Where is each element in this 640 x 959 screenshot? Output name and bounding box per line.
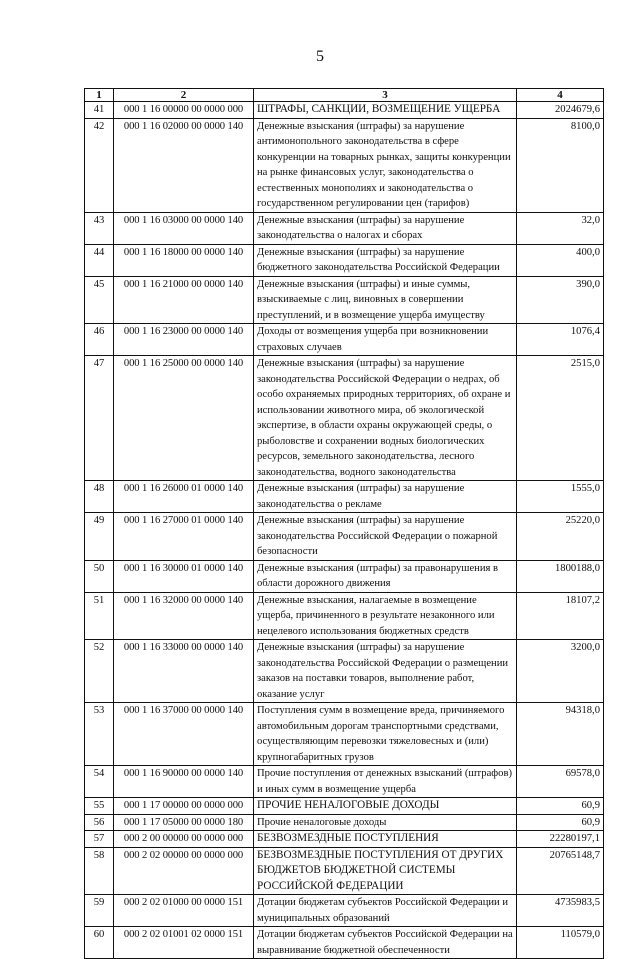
budget-classification-code: 000 1 16 33000 00 0000 140 xyxy=(114,640,254,703)
revenue-name: ПРОЧИЕ НЕНАЛОГОВЫЕ ДОХОДЫ xyxy=(254,798,517,815)
revenue-amount: 25220,0 xyxy=(517,513,604,561)
revenue-amount: 20765148,7 xyxy=(517,847,604,895)
column-header-code: 2 xyxy=(114,89,254,102)
revenue-name: ШТРАФЫ, САНКЦИИ, ВОЗМЕЩЕНИЕ УЩЕРБА xyxy=(254,102,517,119)
row-number: 56 xyxy=(85,814,114,831)
revenue-name: Денежные взыскания (штрафы) за нарушение законодательства о рекламе xyxy=(254,481,517,513)
revenue-amount: 94318,0 xyxy=(517,703,604,766)
revenue-name: Денежные взыскания (штрафы) за нарушение антимонопольного законодательства в сфере конкуренции на товарных рынках, защиты конкуренции на рынке финансовых услуг, законодательства о естественных монополиях и законодательства о государственном регулировании цен (тарифов) xyxy=(254,118,517,212)
revenue-amount: 110579,0 xyxy=(517,927,604,959)
revenue-name: Поступления сумм в возмещение вреда, причиняемого автомобильным дорогам транспортными средствами, осуществляющим перевозки тяжеловесных и (или) крупногабаритных грузов xyxy=(254,703,517,766)
revenue-amount: 4735983,5 xyxy=(517,895,604,927)
revenue-amount: 1555,0 xyxy=(517,481,604,513)
revenue-name: Дотации бюджетам субъектов Российской Федерации и муниципальных образований xyxy=(254,895,517,927)
budget-classification-code: 000 1 17 00000 00 0000 000 xyxy=(114,798,254,815)
row-number: 53 xyxy=(85,703,114,766)
budget-classification-code: 000 1 17 05000 00 0000 180 xyxy=(114,814,254,831)
revenue-amount: 3200,0 xyxy=(517,640,604,703)
revenue-amount: 1800188,0 xyxy=(517,560,604,592)
table-row xyxy=(85,847,604,895)
budget-classification-code: 000 1 16 23000 00 0000 140 xyxy=(114,324,254,356)
row-number: 42 xyxy=(85,118,114,212)
revenue-amount: 400,0 xyxy=(517,244,604,276)
revenue-name: Дотации бюджетам субъектов Российской Федерации на выравнивание бюджетной обеспеченности xyxy=(254,927,517,959)
table-row xyxy=(85,356,604,481)
row-number: 58 xyxy=(85,847,114,895)
revenue-amount: 60,9 xyxy=(517,798,604,815)
row-number: 54 xyxy=(85,766,114,798)
table-row xyxy=(85,276,604,324)
revenue-name: БЕЗВОЗМЕЗДНЫЕ ПОСТУПЛЕНИЯ ОТ ДРУГИХ БЮДЖЕТОВ БЮДЖЕТНОЙ СИСТЕМЫ РОССИЙСКОЙ ФЕДЕРАЦИИ xyxy=(254,847,517,895)
row-number: 41 xyxy=(85,102,114,119)
budget-classification-code: 000 1 16 03000 00 0000 140 xyxy=(114,212,254,244)
row-number: 50 xyxy=(85,560,114,592)
row-number: 46 xyxy=(85,324,114,356)
revenue-name: Прочие поступления от денежных взысканий (штрафов) и иных сумм в возмещение ущерба xyxy=(254,766,517,798)
revenue-name: Денежные взыскания (штрафы) за нарушение законодательства о налогах и сборах xyxy=(254,212,517,244)
table-row xyxy=(85,118,604,212)
revenue-amount: 390,0 xyxy=(517,276,604,324)
row-number: 47 xyxy=(85,356,114,481)
revenue-amount: 60,9 xyxy=(517,814,604,831)
table-row xyxy=(85,481,604,513)
revenue-name: Денежные взыскания (штрафы) за правонарушения в области дорожного движения xyxy=(254,560,517,592)
row-number: 43 xyxy=(85,212,114,244)
table-row xyxy=(85,766,604,798)
table-row xyxy=(85,814,604,831)
column-header-amount: 4 xyxy=(517,89,604,102)
revenue-amount: 32,0 xyxy=(517,212,604,244)
page-number: 5 xyxy=(316,48,324,65)
revenue-amount: 69578,0 xyxy=(517,766,604,798)
table-row xyxy=(85,102,604,119)
revenue-name: Денежные взыскания (штрафы) за нарушение законодательства Российской Федерации о пожарной безопасности xyxy=(254,513,517,561)
budget-classification-code: 000 1 16 21000 00 0000 140 xyxy=(114,276,254,324)
budget-classification-code: 000 1 16 26000 01 0000 140 xyxy=(114,481,254,513)
budget-classification-code: 000 1 16 18000 00 0000 140 xyxy=(114,244,254,276)
row-number: 48 xyxy=(85,481,114,513)
table-header-row xyxy=(85,89,604,102)
budget-classification-code: 000 1 16 27000 01 0000 140 xyxy=(114,513,254,561)
table-row xyxy=(85,798,604,815)
budget-classification-code: 000 1 16 02000 00 0000 140 xyxy=(114,118,254,212)
budget-classification-code: 000 2 02 00000 00 0000 000 xyxy=(114,847,254,895)
table-row xyxy=(85,640,604,703)
revenue-name: Прочие неналоговые доходы xyxy=(254,814,517,831)
table-row xyxy=(85,592,604,640)
revenue-name: Денежные взыскания (штрафы) за нарушение законодательства Российской Федерации о размещении заказов на поставки товаров, выполнение работ, оказание услуг xyxy=(254,640,517,703)
row-number: 45 xyxy=(85,276,114,324)
budget-classification-code: 000 2 02 01000 00 0000 151 xyxy=(114,895,254,927)
row-number: 51 xyxy=(85,592,114,640)
revenue-amount: 2024679,6 xyxy=(517,102,604,119)
table-row xyxy=(85,895,604,927)
table-row xyxy=(85,560,604,592)
table-row xyxy=(85,927,604,959)
revenue-amount: 1076,4 xyxy=(517,324,604,356)
column-header-number: 1 xyxy=(85,89,114,102)
budget-classification-code: 000 2 02 01001 02 0000 151 xyxy=(114,927,254,959)
revenue-name: Денежные взыскания (штрафы) за нарушение бюджетного законодательства Российской Федерации xyxy=(254,244,517,276)
table-row xyxy=(85,212,604,244)
table-row xyxy=(85,513,604,561)
row-number: 57 xyxy=(85,831,114,848)
revenue-name: Денежные взыскания, налагаемые в возмещение ущерба, причиненного в результате незаконного или нецелевого использования бюджетных средств xyxy=(254,592,517,640)
row-number: 49 xyxy=(85,513,114,561)
row-number: 44 xyxy=(85,244,114,276)
budget-classification-code: 000 1 16 32000 00 0000 140 xyxy=(114,592,254,640)
table-row xyxy=(85,831,604,848)
budget-classification-code: 000 1 16 00000 00 0000 000 xyxy=(114,102,254,119)
budget-classification-code: 000 2 00 00000 00 0000 000 xyxy=(114,831,254,848)
revenue-amount: 8100,0 xyxy=(517,118,604,212)
table-row xyxy=(85,703,604,766)
column-header-name: 3 xyxy=(254,89,517,102)
budget-revenue-table xyxy=(84,88,604,959)
revenue-name: Денежные взыскания (штрафы) за нарушение законодательства Российской Федерации о недрах, об особо охраняемых природных территориях, об охране и использовании животного мира, об экологической экспертизе, в области охраны окружающей среды, о рыболовстве и сохранении водных биологических ресурсов, земельного законодательства, лесного законодательства, водного законодательства xyxy=(254,356,517,481)
revenue-name: БЕЗВОЗМЕЗДНЫЕ ПОСТУПЛЕНИЯ xyxy=(254,831,517,848)
revenue-name: Доходы от возмещения ущерба при возникновении страховых случаев xyxy=(254,324,517,356)
row-number: 60 xyxy=(85,927,114,959)
row-number: 59 xyxy=(85,895,114,927)
table-row xyxy=(85,244,604,276)
table-row xyxy=(85,324,604,356)
revenue-amount: 2515,0 xyxy=(517,356,604,481)
budget-classification-code: 000 1 16 90000 00 0000 140 xyxy=(114,766,254,798)
revenue-amount: 22280197,1 xyxy=(517,831,604,848)
revenue-name: Денежные взыскания (штрафы) и иные суммы, взыскиваемые с лиц, виновных в совершении преступлений, и в возмещение ущерба имуществу xyxy=(254,276,517,324)
revenue-amount: 18107,2 xyxy=(517,592,604,640)
budget-classification-code: 000 1 16 30000 01 0000 140 xyxy=(114,560,254,592)
budget-classification-code: 000 1 16 25000 00 0000 140 xyxy=(114,356,254,481)
budget-classification-code: 000 1 16 37000 00 0000 140 xyxy=(114,703,254,766)
row-number: 55 xyxy=(85,798,114,815)
row-number: 52 xyxy=(85,640,114,703)
